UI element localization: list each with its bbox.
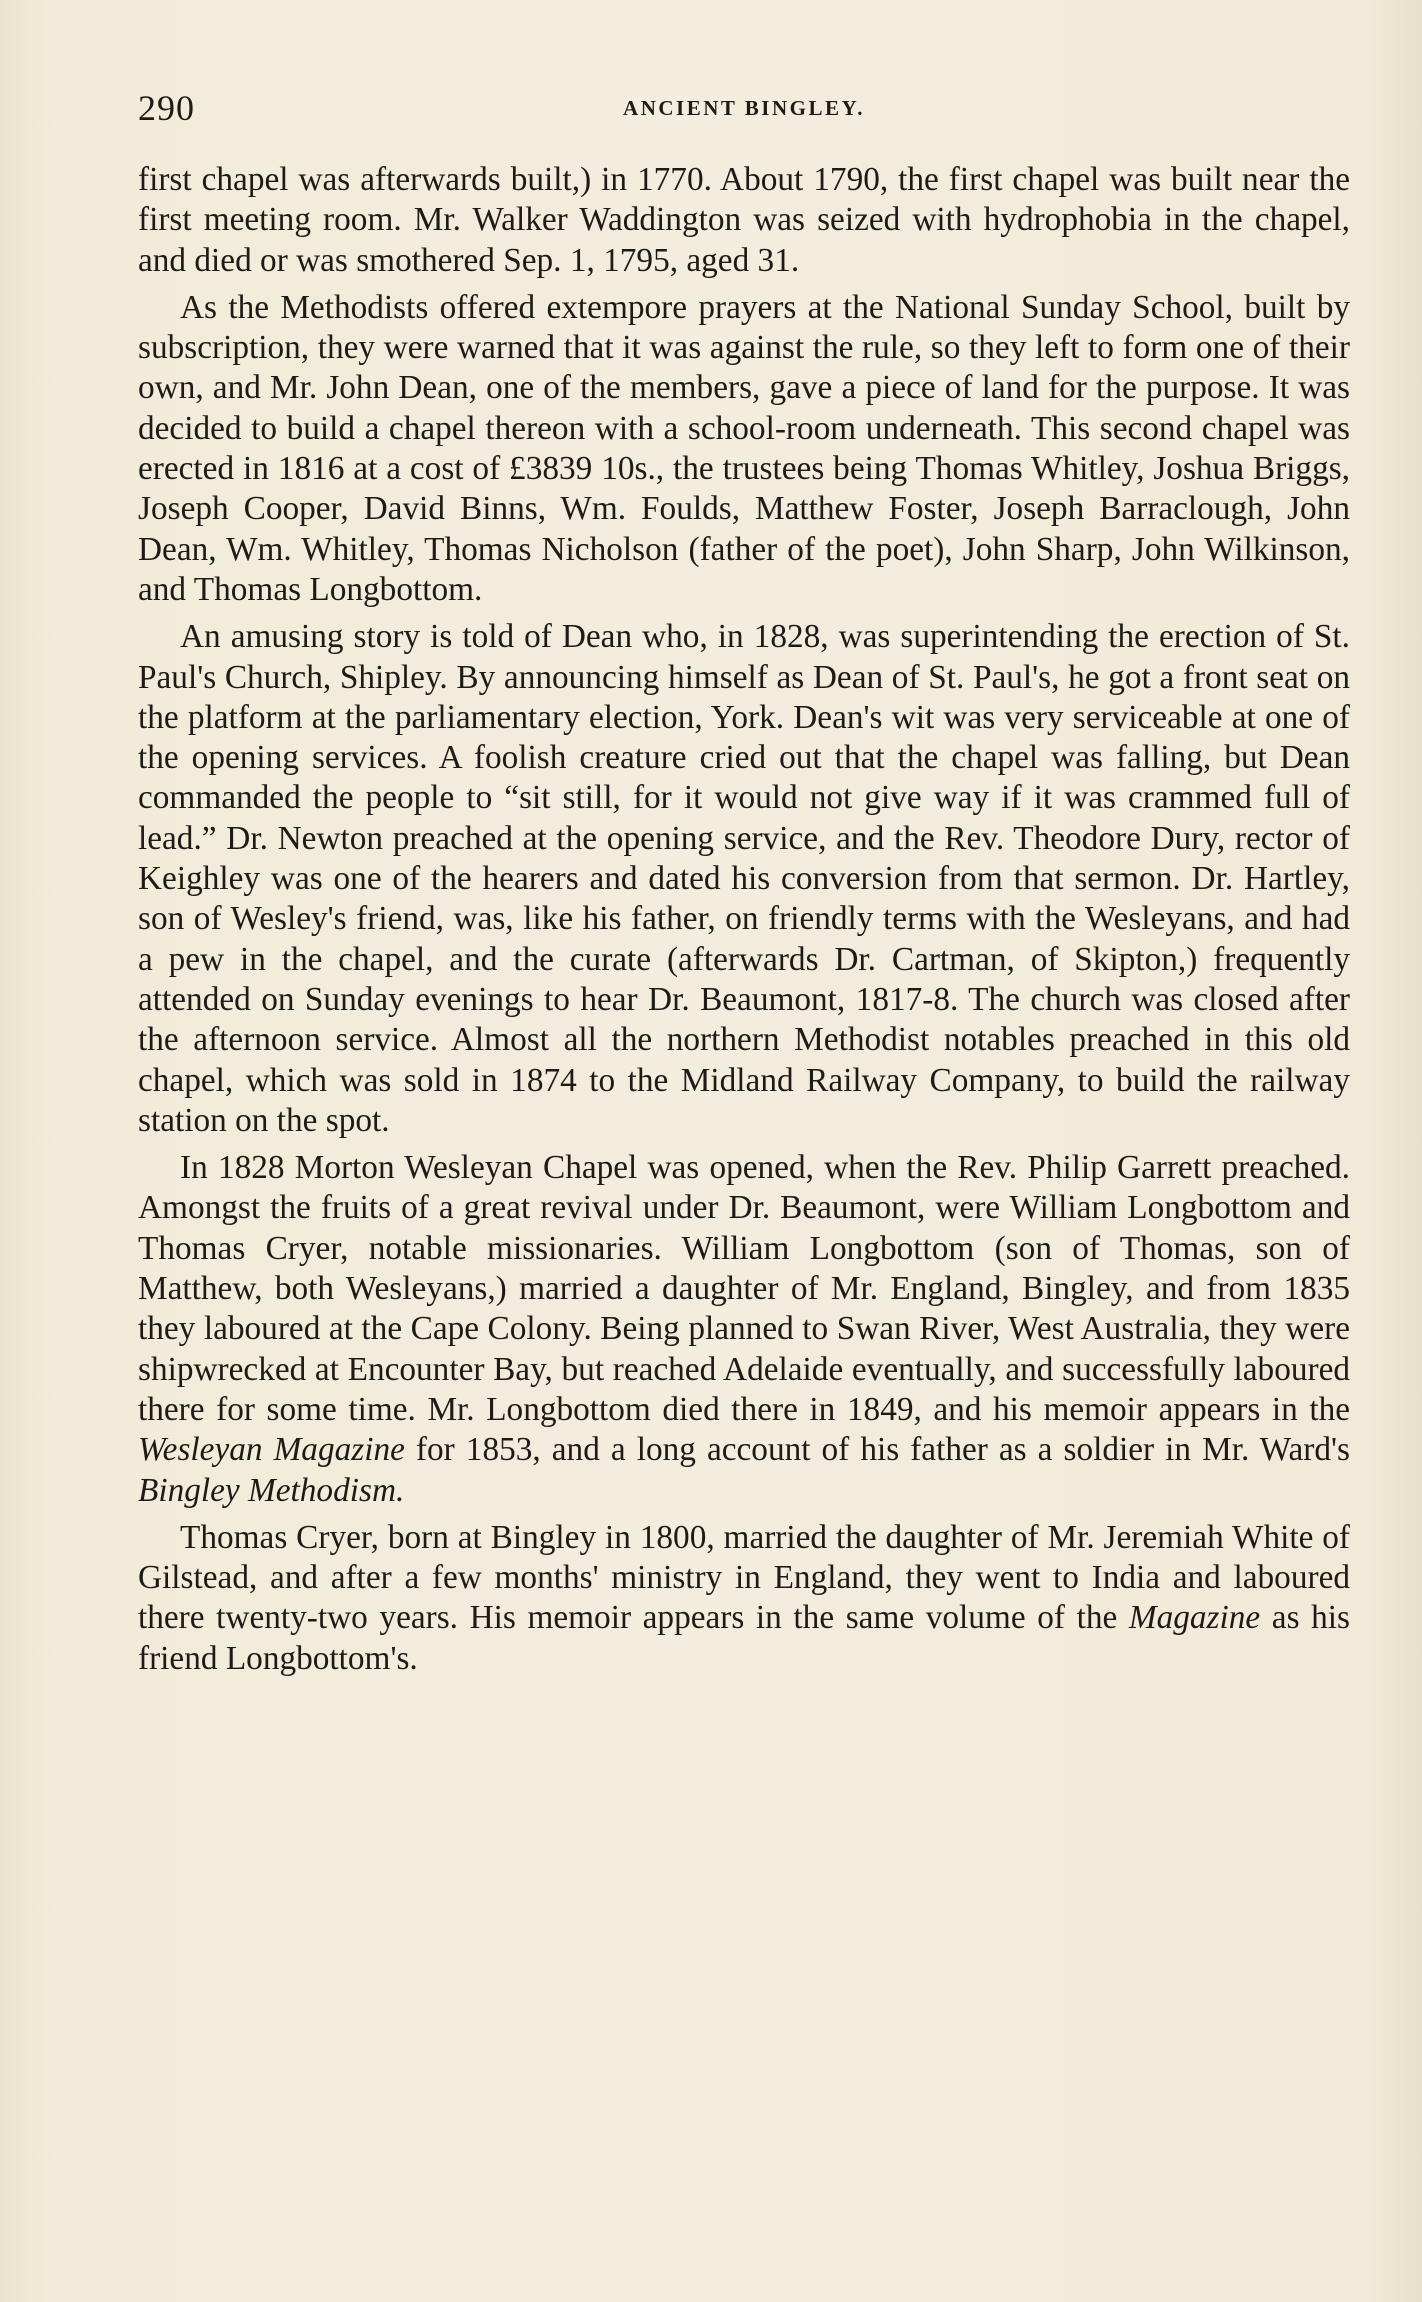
magazine-title: Magazine bbox=[1128, 1599, 1261, 1637]
paragraph-methodists-sunday-school: As the Methodists offered extempore prayers at the National Sunday School, built by subscription, they were warned that it was against the rule, so they left to form one of their own, and Mr. John Dean, one of the members, gave a piece of land for the purpose. It was decided to build a chapel thereon with a school-room underneath. This second chapel was erected in 1816 at a cost of £3839 10s., the trustees being Thomas Whitley, Joshua Briggs, Joseph Cooper, David Binns, Wm. Foulds, Matthew Foster, Joseph Barraclough, John Dean, Wm. Whitley, Thomas Nicholson (father of the poet), John Sharp, John Wilkinson, and Thomas Longbottom. bbox=[138, 288, 1350, 608]
paragraph-morton-chapel bbox=[138, 1148, 1350, 1511]
page-header bbox=[138, 84, 1350, 132]
cryer-text-2: as his friend Longbottom's. bbox=[138, 1599, 1350, 1677]
morton-text-2: for 1853, and a long account of his father as a soldier in Mr. Ward's bbox=[404, 1431, 1350, 1469]
page-number: 290 bbox=[138, 88, 195, 128]
paragraph-thomas-cryer bbox=[138, 1518, 1350, 1679]
cryer-text-1: Thomas Cryer, born at Bingley in 1800, married the daughter of Mr. Jeremiah White of Gilstead, and after a few months' ministry in England, they went to India and laboured there twenty-two years. His memoir appears in the same volume of the bbox=[138, 1518, 1350, 1637]
bingley-methodism-title: Bingley Methodism. bbox=[138, 1471, 405, 1509]
body-text bbox=[138, 160, 1350, 1686]
morton-text-1: In 1828 Morton Wesleyan Chapel was opened, when the Rev. Philip Garrett preached. Amongst the fruits of a great revival under Dr. Beaumont, were William Longbottom and Thomas Cryer, notable missionaries. William Longbottom (son of Thomas, son of Matthew, both Wesleyans,) married a daughter of Mr. England, Bingley, and from 1835 they laboured at the Cape Colony. Being planned to Swan River, West Australia, they were shipwrecked at Encounter Bay, but reached Adelaide eventually, and successfully laboured there for some time. Mr. Longbottom died there in 1849, and his memoir appears in the bbox=[138, 1149, 1350, 1428]
paragraph-dean-story: An amusing story is told of Dean who, in 1828, was superintending the erection of St. Paul's Church, Shipley. By announcing himself as Dean of St. Paul's, he got a front seat on the platform at the parliamentary election, York. Dean's wit was very serviceable at one of the opening services. A foolish creature cried out that the chapel was falling, but Dean commanded the people to “sit still, for it would not give way if it was crammed full of lead.” Dr. Newton preached at the opening service, and the Rev. Theodore Dury, rector of Keighley was one of the hearers and dated his conversion from that sermon. Dr. Hartley, son of Wesley's friend, was, like his father, on friendly terms with the Wesleyans, and had a pew in the chapel, and the curate (afterwards Dr. Cartman, of Skipton,) frequently attended on Sunday evenings to hear Dr. Beaumont, 1817-8. The church was closed after the afternoon service. Almost all the northern Methodist notables preached in this old chapel, which was sold in 1874 to the Midland Railway Company, to build the railway station on the spot. bbox=[138, 618, 1350, 1139]
wesleyan-magazine-title: Wesleyan Magazine bbox=[138, 1431, 405, 1469]
paragraph-continuation: first chapel was afterwards built,) in 1770. About 1790, the first chapel was built near the first meeting room. Mr. Walker Waddington was seized with hydrophobia in the chapel, and died or was smothered Sep. 1, 1795, aged 31. bbox=[138, 161, 1350, 279]
running-title: ANCIENT BINGLEY. bbox=[623, 96, 865, 120]
